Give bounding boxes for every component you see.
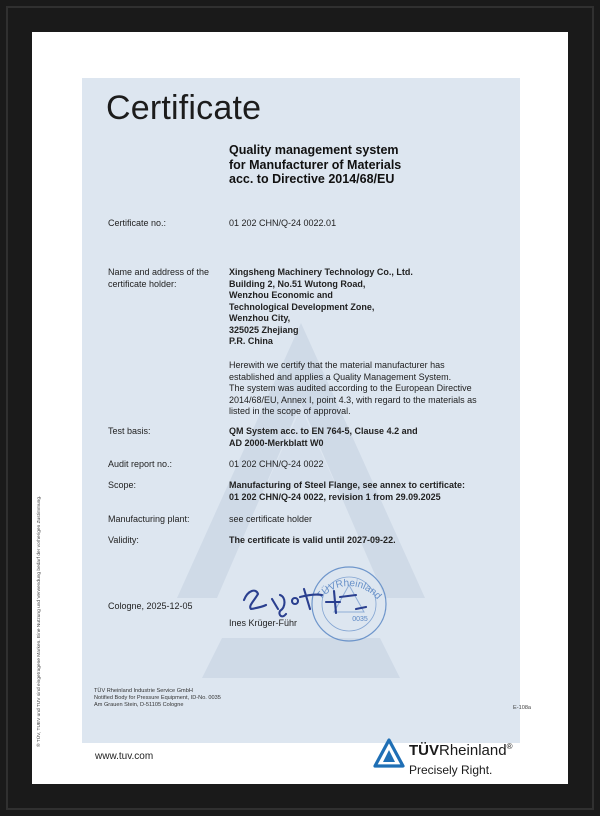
tuv-slogan: Precisely Right. [409, 763, 493, 777]
scope-label: Scope: [108, 480, 137, 490]
manufacturing-plant-value: see certificate holder [229, 514, 313, 524]
address-line: Wenzhou Economic and [229, 290, 333, 300]
address-line: 325025 Zhejiang [229, 324, 299, 335]
certificate-paper [32, 32, 568, 784]
certificate-title: Certificate [106, 89, 262, 127]
certificate-heading [229, 143, 401, 187]
address-line: Wenzhou City, [229, 313, 291, 323]
stamp-number: 0035 [352, 616, 368, 623]
scope-line: 01 202 CHN/Q-24 0022, revision 1 from 29.09.2025 [229, 491, 441, 502]
tuv-logo-icon [373, 738, 405, 768]
form-reference: E-108a [513, 705, 532, 711]
address-line: Technological Development Zone, [229, 301, 375, 312]
brand-bold: TÜV [409, 742, 439, 759]
statement-line: listed in the scope of approval. [229, 406, 351, 416]
tuv-brand-name [409, 742, 512, 759]
scope-value [229, 480, 465, 503]
test-basis-line: QM System acc. to EN 764-5, Clause 4.2 and [229, 426, 418, 436]
holder-label [108, 267, 209, 290]
brand-registered: ® [506, 742, 513, 751]
manufacturing-plant-label: Manufacturing plant: [108, 514, 190, 524]
certification-statement [229, 360, 477, 418]
heading-line: acc. to Directive 2014/68/EU [229, 172, 395, 186]
signatory-name: Ines Krüger-Führ [229, 618, 298, 628]
issuer-line: TÜV Rheinland Industrie Service GmbH [94, 688, 193, 694]
certificate-no-label: Certificate no.: [108, 218, 167, 228]
holder-address [229, 267, 413, 348]
address-line: Xingsheng Machinery Technology Co., Ltd. [229, 267, 413, 277]
stamp-top-text: TÜVRheinland [314, 577, 384, 602]
holder-label-line: Name and address of the [108, 267, 210, 277]
test-basis-line: AD 2000-Merkblatt W0 [229, 437, 324, 448]
test-basis-label: Test basis: [108, 426, 151, 436]
trademark-note: ® TÜV, TUEV und TUV sind eingetragene Marken. Eine Nutzung und Verwendung bedarf der vorherigen Zustimmung. [37, 495, 42, 747]
statement-line: 2014/68/EU, Annex I, point 4.3, with regard to the materials as [229, 394, 477, 405]
certificate-no-value: 01 202 CHN/Q-24 0022.01 [229, 218, 337, 228]
issuer-line: Am Grauen Stein, D-51105 Cologne [94, 702, 184, 708]
place-and-date: Cologne, 2025-12-05 [108, 601, 193, 611]
heading-line: for Manufacturer of Materials [229, 157, 402, 172]
test-basis-value [229, 426, 418, 449]
audit-report-label: Audit report no.: [108, 459, 173, 469]
holder-label-line: certificate holder: [108, 278, 177, 289]
website-link[interactable]: www.tuv.com [95, 751, 154, 762]
issuer-details [94, 688, 221, 709]
heading-line: Quality management system [229, 143, 399, 157]
validity-value: The certificate is valid until 2027-09-22. [229, 535, 396, 545]
validity-label: Validity: [108, 535, 139, 545]
statement-line: The system was audited according to the European Directive [229, 383, 472, 393]
statement-line: established and applies a Quality Management System. [229, 371, 452, 382]
statement-line: Herewith we certify that the material manufacturer has [229, 360, 445, 370]
audit-report-value: 01 202 CHN/Q-24 0022 [229, 459, 324, 469]
issuer-line: Notified Body for Pressure Equipment, ID-No. 0035 [94, 695, 221, 701]
scope-line: Manufacturing of Steel Flange, see annex to certificate: [229, 480, 466, 490]
address-line: P.R. China [229, 336, 273, 346]
brand-rest: Rheinland [439, 742, 507, 759]
address-line: Building 2, No.51 Wutong Road, [229, 278, 366, 289]
